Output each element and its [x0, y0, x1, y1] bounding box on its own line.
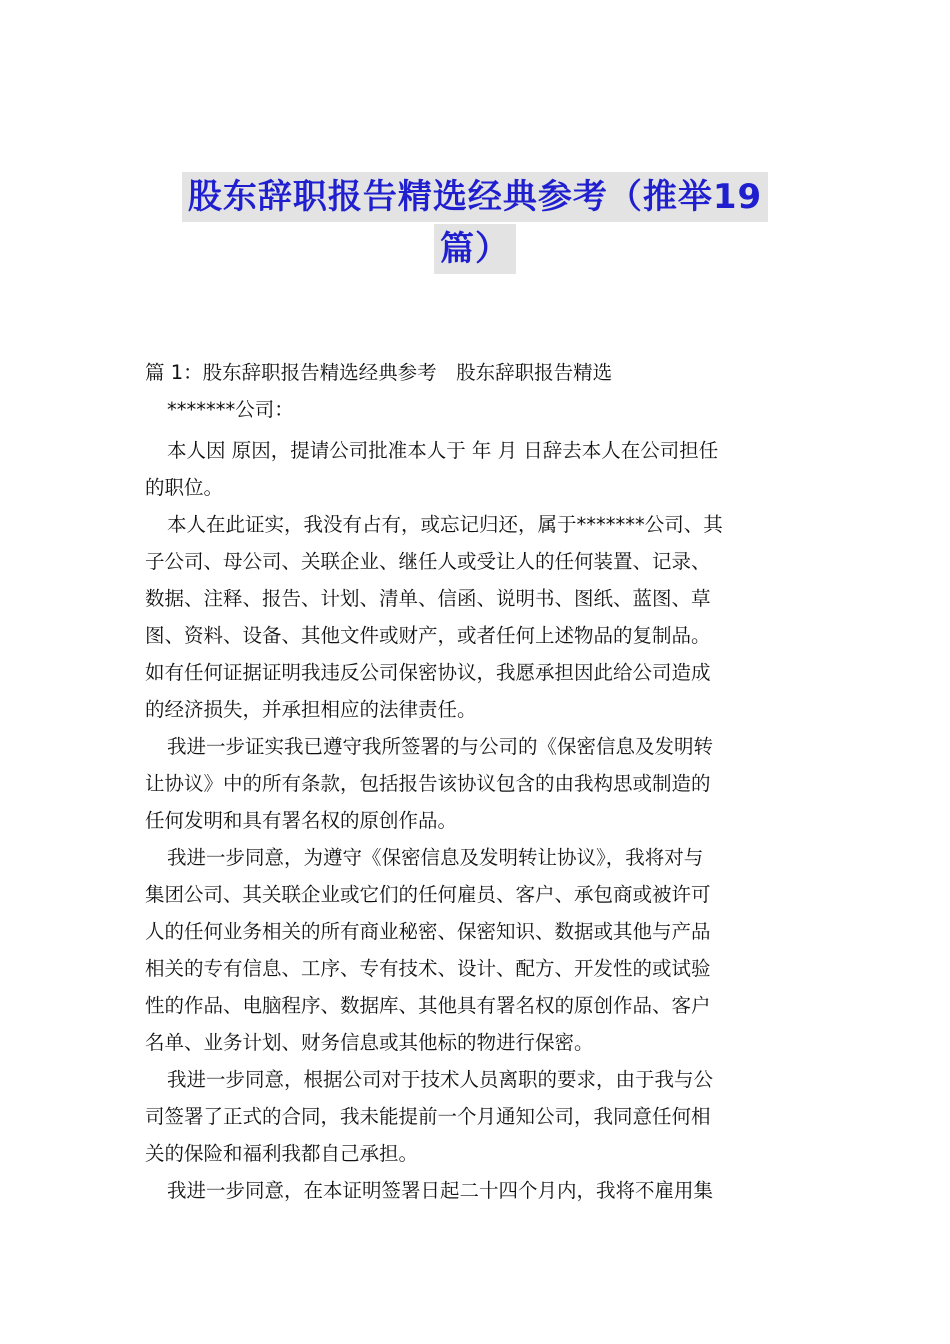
section-heading: 篇 1：股东辞职报告精选经典参考 股东辞职报告精选	[145, 361, 613, 384]
paragraph-line: 的经济损失，并承担相应的法律责任。	[145, 698, 477, 721]
paragraph-line: 人的任何业务相关的所有商业秘密、保密知识、数据或其他与产品	[145, 920, 711, 943]
title-line-1: 股东辞职报告精选经典参考（推举19	[182, 172, 768, 222]
paragraph-line: 图、资料、设备、其他文件或财产，或者任何上述物品的复制品。	[145, 624, 711, 647]
document-title	[150, 172, 800, 274]
paragraph-line: 关的保险和福利我都自己承担。	[145, 1142, 419, 1165]
paragraph-line: 名单、业务计划、财务信息或其他标的物进行保密。	[145, 1031, 594, 1054]
document-body	[145, 354, 807, 1209]
paragraph-line: 集团公司、其关联企业或它们的任何雇员、客户、承包商或被许可	[145, 883, 711, 906]
paragraph-line: 性的作品、电脑程序、数据库、其他具有署名权的原创作品、客户	[145, 994, 711, 1017]
paragraph-line: 相关的专有信息、工序、专有技术、设计、配方、开发性的或试验	[145, 957, 711, 980]
paragraph-line: 子公司、母公司、关联企业、继任人或受让人的任何装置、记录、	[145, 550, 711, 573]
paragraph-line: 我进一步证实我已遵守我所签署的与公司的《保密信息及发明转	[167, 735, 714, 758]
salutation: *******公司：	[167, 398, 294, 421]
paragraph-line: 数据、注释、报告、计划、清单、信函、说明书、图纸、蓝图、草	[145, 587, 711, 610]
paragraph-line: 我进一步同意，为遵守《保密信息及发明转让协议》，我将对与	[167, 846, 704, 869]
paragraph-line: 任何发明和具有署名权的原创作品。	[145, 809, 458, 832]
paragraph-line: 的职位。	[145, 476, 224, 499]
paragraph-line: 司签署了正式的合同，我未能提前一个月通知公司，我同意任何相	[145, 1105, 711, 1128]
title-line-2: 篇）	[434, 224, 516, 274]
paragraph-line: 我进一步同意，根据公司对于技术人员离职的要求，由于我与公	[167, 1068, 714, 1091]
paragraph-line: 让协议》中的所有条款，包括报告该协议包含的由我构思或制造的	[145, 772, 711, 795]
paragraph-line: 我进一步同意，在本证明签署日起二十四个月内，我将不雇用集	[167, 1179, 714, 1202]
paragraph-line: 本人因 原因，提请公司批准本人于 年 月 日辞去本人在公司担任	[167, 439, 719, 462]
paragraph-line: 本人在此证实，我没有占有，或忘记归还，属于*******公司、其	[167, 513, 723, 536]
paragraph-line: 如有任何证据证明我违反公司保密协议，我愿承担因此给公司造成	[145, 661, 711, 684]
